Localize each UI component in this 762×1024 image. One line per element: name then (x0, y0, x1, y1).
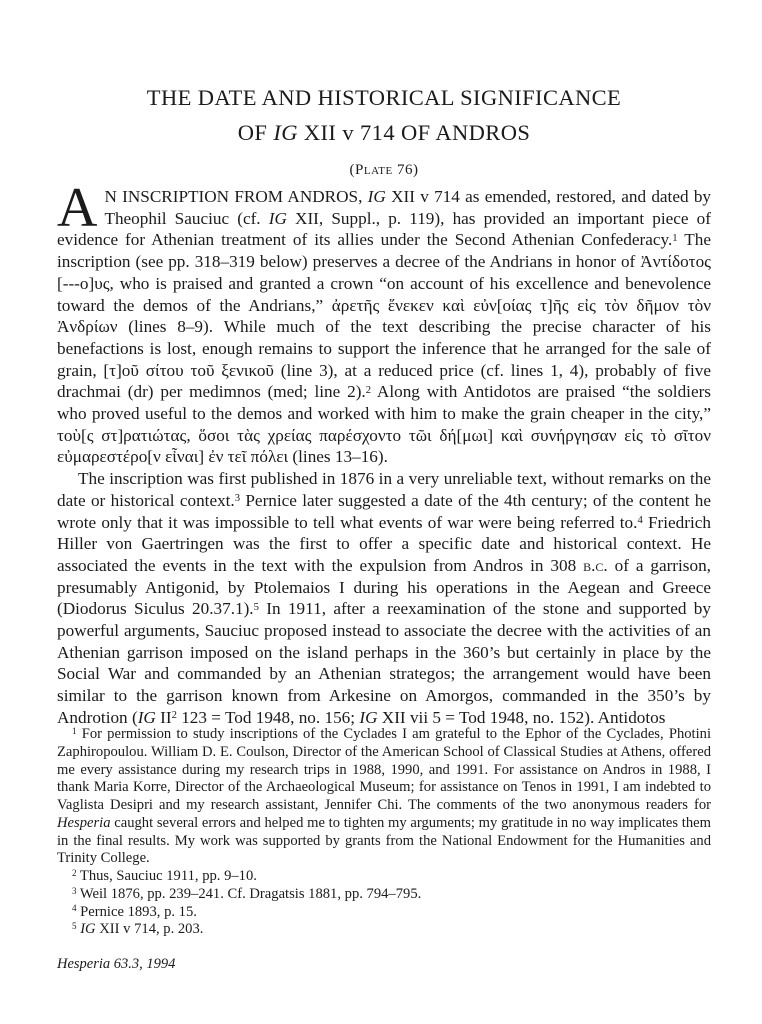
text-run: b.c. (583, 555, 608, 575)
footnote-marker: 3 (234, 493, 241, 505)
footnote-marker: 5 (253, 601, 259, 613)
text-run: XII vii 5 = Tod 1948, no. 152). Antidotos (377, 707, 666, 727)
text-run: XII v 714 as emended, restored, and dated by Theophil Sauciuc (cf. (104, 187, 712, 228)
body-paragraph (57, 177, 712, 468)
footnote-marker: 5 (72, 921, 77, 932)
footnote-marker: 1 (72, 725, 77, 736)
plate-reference (57, 162, 711, 179)
text-run: OF (237, 120, 274, 145)
article-body (57, 177, 712, 729)
text-run: IG (268, 208, 287, 228)
text-run: Hesperia (57, 814, 111, 831)
text-run: II (155, 707, 172, 727)
text-run: Hesperia 63.3, 1994 (57, 956, 176, 972)
footnote-marker: 3 (72, 885, 77, 896)
footnotes-section (57, 726, 711, 939)
footnote (57, 726, 711, 868)
footnote-marker: 1 (672, 232, 678, 244)
text-run: In 1911, after a reexamination of the stone and supported by powerful arguments, Sauciuc proposed instead to associate the decree with the activities of an Athenian garrison imposed on the island perhaps in the 360’s but certainly in place by the Social War and commanded by an Athenian strategos; the arrangement would have been similar to the garrison known from Arkesine on Amorgos, commanded in the 350’s by Androtion ( (57, 599, 711, 727)
text-run: IG (273, 120, 298, 145)
text-run: IG (137, 707, 156, 727)
text-run: Pernice later suggested a date of the 4th century; of the content he wrote only that it was impossible to tell what events of war were being referred to. (57, 490, 711, 532)
text-run: Friedrich Hiller von Gaertringen was the first to offer a specific date and historical context. He associated the events in the text with the expulsion from Andros in 308 (57, 512, 711, 575)
footnote-marker: 2 (72, 867, 77, 878)
footnote (57, 868, 711, 886)
title-line-2 (57, 115, 711, 150)
body-paragraph (57, 468, 711, 728)
text-run: IG (367, 187, 386, 206)
text-run: XII v 714 OF ANDROS (297, 120, 531, 145)
text-run: Pernice 1893, p. 15. (76, 903, 197, 920)
text-run: IG (359, 707, 378, 727)
text-run: The inscription (see pp. 318–319 below) preserves a decree of the Andrians in honor of Ἀντίδοτος [---ο]υς, who is praised and granted a crown “on account of his excellence and benevolence toward the demos of the Andrians,” ἀρετῆς ἕνεκεν καὶ εὐν[οίας τ]ῆς εἰς τὸν δῆμον τὸν Ἀνδρίων (lines 8–9). While much of the text describing the precise character of his benefactions is lost, enough remains to support the inference that he arranged for the sale of grain, [τ]οῦ σίτου τοῦ ξενικοῦ (line 3), at a reduced price (cf. lines 1, 4), probably of five drachmai (dr) per medimnos (med; line 2). (57, 230, 711, 402)
footnote (57, 921, 711, 939)
text-run: caught several errors and helped me to tighten my arguments; my gratitude in no way implicates them in the final results. My work was supported by grants from the National Endowment for the Humanities and Trinity College. (57, 814, 711, 867)
text-run: 123 = Tod 1948, no. 156; (176, 707, 360, 727)
title-block (57, 80, 711, 179)
footnote-marker: 2 (171, 710, 177, 722)
text-run: The inscription was first published in 1876 in a very unreliable text, without remarks on the date or historical context. (57, 469, 711, 510)
text-run: (Plate 76) (349, 162, 419, 178)
title-line-1 (57, 80, 711, 115)
text-run: XII v 714, p. 203. (95, 921, 204, 938)
text-run: IG (80, 921, 96, 938)
text-run: Along with Antidotos are praised “the soldiers who proved useful to the demos and worked with him to make the grain cheaper in the city,” τοὺ[ς στ]ρατιώτας, ὅσοι τὰς χρείας παρέσχοντο τῶι δή[μωι] καὶ συνήργησαν εἰς τὸ σῖτον εὐμαρεστέρο[ν εἶναι] ἐν τεῖ πόλει (lines 13–16). (57, 382, 711, 467)
footnote (57, 886, 711, 904)
text-run: Thus, Sauciuc 1911, pp. 9–10. (76, 868, 257, 884)
footnote-marker: 2 (365, 384, 372, 396)
footnote-marker: 4 (637, 514, 643, 526)
article-title (57, 80, 711, 150)
text-run: Weil 1876, pp. 239–241. Cf. Dragatsis 1881, pp. 794–795. (76, 885, 422, 902)
footnote-marker: 4 (72, 903, 77, 914)
text-run: For permission to study inscriptions of the Cyclades I am grateful to the Ephor of the Cyclades, Photini Zaphiropoulou. William D. E. Coulson, Director of the American School of Classical Studies at Athens, offered me every assistance during my research trips in 1988, 1990, and 1991. For assistance on Andros in 1988, I thank Maria Korre, Director of the Archaeological Museum; for assistance on Tenos in 1991, I am indebted to Vaglista Desipri and my research assistant, Jennifer Chi. The comments of the two anonymous readers for (57, 726, 711, 813)
journal-citation (57, 956, 711, 973)
drop-cap: A (57, 177, 98, 239)
text-run: of a garrison, presumably Antigonid, by Ptolemaios I during his operations in the Aegean and Greece (Diodorus Siculus 20.37.1). (57, 555, 711, 619)
text-run: N INSCRIPTION FROM ANDROS, (104, 187, 368, 206)
text-run: THE DATE AND HISTORICAL SIGNIFICANCE (146, 85, 622, 110)
footnote (57, 904, 711, 922)
text-run: XII, Suppl., p. 119), has provided an important piece of evidence for Athenian treatment of its allies under the Second Athenian Confederacy. (57, 208, 711, 250)
